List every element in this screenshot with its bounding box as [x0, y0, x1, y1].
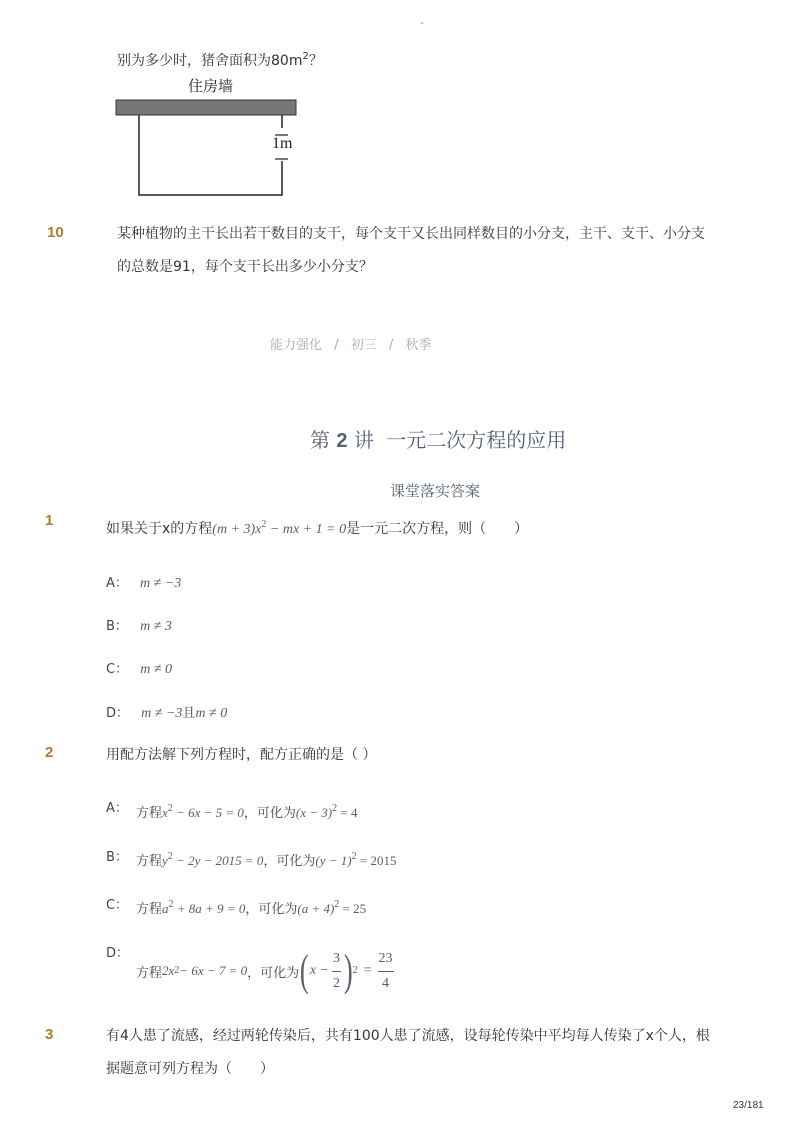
option-sup: 2 — [167, 803, 173, 814]
option-math: m ≠ −3 — [140, 576, 182, 591]
q1-stem — [106, 518, 528, 538]
lecture-name: 一元二次方程的应用 — [386, 428, 567, 452]
wall-label: 住房墙 — [188, 77, 234, 95]
option-label: D： — [106, 706, 130, 721]
fraction-three-halves — [332, 952, 341, 991]
q3-line1: 有4人患了流感，经过两轮传染后，共有100人患了流感，设每轮传染中平均每人传染了x个人，根 — [106, 1028, 710, 1044]
lecture-number: 2 — [336, 430, 348, 452]
option-math: = 2015 — [356, 853, 397, 868]
lecture-title — [310, 424, 566, 453]
crumb-part: 秋季 — [405, 338, 432, 353]
option-math: m ≠ −3 — [141, 706, 183, 721]
fraction-denominator: 2 — [332, 975, 340, 991]
option-sup: 2 — [351, 851, 357, 862]
option-math: − 6x − 5 = 0 — [172, 805, 244, 820]
paren-inner: x − — [309, 963, 329, 978]
fraction-numerator: 23 — [378, 950, 393, 966]
q1-option-a[interactable] — [106, 572, 181, 592]
option-sup: 2 — [168, 899, 174, 910]
lecture-prefix: 第 — [310, 428, 330, 452]
crumb-part: 能力强化 — [270, 338, 323, 353]
option-word: 方程 — [136, 806, 163, 821]
option-word: ，可化为 — [243, 806, 296, 821]
option-math2: m ≠ 0 — [195, 706, 228, 721]
option-math: = 4 — [337, 805, 358, 820]
option-word: 方程 — [136, 854, 163, 869]
equals-sign: = — [363, 963, 372, 978]
option-math: y — [162, 853, 168, 868]
question-number: 1 — [45, 512, 54, 529]
option-word: 方程 — [136, 965, 163, 981]
option-math: m ≠ 3 — [140, 619, 172, 634]
q2-option-a-label[interactable]: A： — [106, 801, 128, 816]
q2-option-a[interactable] — [136, 802, 357, 821]
option-math: m ≠ 0 — [140, 662, 173, 677]
crumb-separator: / — [388, 338, 394, 353]
question-number: 10 — [47, 224, 64, 241]
option-math: x — [162, 805, 168, 820]
option-math: = 25 — [339, 901, 367, 916]
q1-stem-math2: − mx + 1 = 0 — [266, 522, 347, 537]
q9-tail-before: 别为多少时，猪舍面积为80m — [117, 53, 303, 69]
fraction-denominator: 4 — [382, 975, 390, 991]
door-width-label: 1m — [272, 135, 293, 152]
option-label: C： — [106, 662, 129, 677]
option-math: (x − 3) — [295, 805, 333, 820]
q9-tail-text — [117, 50, 323, 70]
pen-fence — [139, 115, 282, 195]
page-number: 23/181 — [733, 1100, 764, 1111]
option-math: + 8a + 9 = 0 — [173, 901, 246, 916]
q1-stem-math: (m + 3)x — [212, 522, 262, 537]
q2-option-b-label[interactable]: B： — [106, 850, 128, 865]
q10-line1: 某种植物的主干长出若干数目的支干，每个支干又长出同样数目的小分支，主干、支干、小分支 — [117, 226, 705, 242]
lecture-suffix: 讲 — [353, 428, 374, 452]
option-join: 且 — [182, 706, 196, 721]
option-word: ，可化为 — [247, 965, 300, 981]
q2-stem: 用配方法解下列方程时，配方正确的是（ ） — [106, 747, 377, 763]
house-wall — [116, 100, 296, 115]
q1-option-d[interactable] — [106, 702, 227, 722]
open-paren: ( — [300, 946, 309, 995]
q3-line2: 据题意可列方程为（ ） — [106, 1061, 274, 1077]
footer-breadcrumb — [270, 334, 431, 353]
q1-stem-before: 如果关于x的方程 — [106, 521, 213, 537]
q1-stem-after: 是一元二次方程，则（ ） — [346, 521, 529, 537]
option-sup: 2 — [167, 851, 173, 862]
q9-tail-after: ？ — [308, 53, 323, 69]
option-math: a — [162, 901, 169, 916]
q1-option-c[interactable] — [106, 658, 172, 678]
close-paren: ) — [343, 946, 353, 995]
crumb-separator: / — [334, 338, 339, 353]
question-number: 3 — [45, 1026, 54, 1043]
option-label: A： — [106, 576, 128, 591]
q1-stem-sup: 2 — [261, 519, 267, 530]
option-word: 方程 — [136, 902, 163, 917]
crumb-part: 初三 — [350, 338, 377, 353]
option-sup: 2 — [332, 803, 338, 814]
option-sup: 2 — [334, 899, 340, 910]
header-mark: - — [420, 16, 424, 29]
option-label: B： — [106, 619, 128, 634]
option-math: − 6x − 7 = 0 — [179, 963, 248, 978]
q1-option-b[interactable] — [106, 615, 172, 635]
q9-tail-sup: 2 — [302, 51, 309, 62]
q2-option-d-label[interactable]: D： — [106, 946, 130, 961]
section-subtitle: 课堂落实答案 — [390, 482, 481, 500]
option-math: 2x — [162, 963, 175, 978]
question-number: 2 — [45, 744, 54, 761]
option-math: (y − 1) — [315, 853, 352, 868]
q2-option-c-label[interactable]: C： — [106, 898, 129, 913]
option-math: (a + 4) — [297, 901, 335, 916]
q2-option-d[interactable]: 方程 2x 2 − 6x − 7 = 0 ，可化为 ( x − 3 2 ) 2 = 23 4 — [136, 946, 393, 995]
fraction-23-4 — [378, 952, 394, 991]
q2-option-c[interactable] — [136, 898, 366, 917]
option-word: ，可化为 — [245, 902, 298, 917]
option-math: − 2y − 2015 = 0 — [172, 853, 264, 868]
fraction-numerator: 3 — [332, 950, 340, 966]
q2-option-b[interactable] — [136, 850, 396, 869]
q10-line2: 的总数是91，每个支干长出多少小分支？ — [117, 259, 373, 275]
option-word: ，可化为 — [263, 854, 316, 869]
